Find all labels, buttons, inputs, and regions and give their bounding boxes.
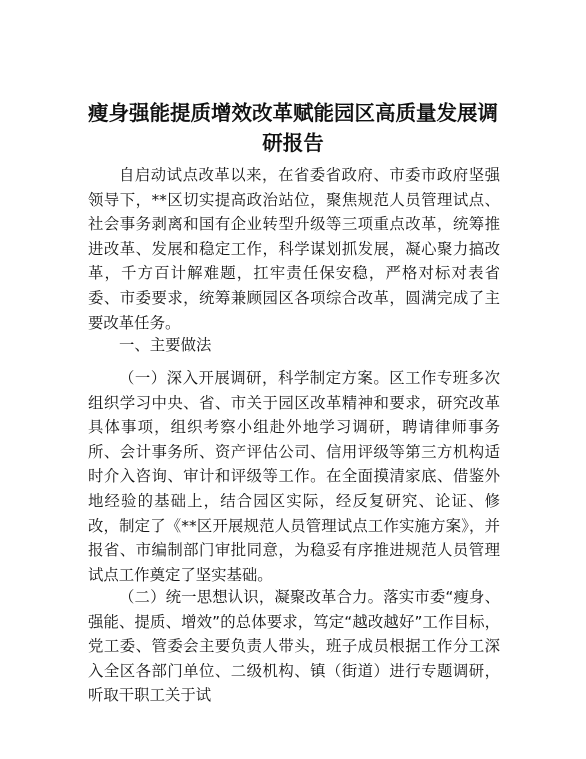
document-title: 瘦身强能提质增效改革赋能园区高质量发展调研报告 <box>88 101 498 155</box>
practice-paragraph-1: （一）深入开展调研，科学制定方案。区工作专班多次组织学习中央、省、市关于园区改革精神和要求，研究改革具体事项，组织考察小组赴外地学习调研，聘请律师事务所、会计事务所、资产评估公司、信用评级等第三方机构适时介入咨询、审计和评级等工作。在全面摸清家底、借鉴外地经验的基础上，结合园区实际，经反复研究、论证、修改，制定了《**区开展规范人员管理试点工作实施方案》，并报省、市编制部门审批同意，为稳妥有序推进规范人员管理试点工作奠定了坚实基础。 <box>88 369 500 584</box>
practice-paragraph-2: （二）统一思想认识，凝聚改革合力。落实市委“瘦身、强能、提质、增效”的总体要求，笃定“越改越好”工作目标，党工委、管委会主要负责人带头，班子成员根据工作分工深入全区各部门单位、二级机构、镇（街道）进行专题调研，听取干职工关于试 <box>88 588 500 705</box>
section-heading-main-practices: 一、主要做法 <box>119 336 212 354</box>
intro-paragraph: 自启动试点改革以来，在省委省政府、市委市政府坚强领导下，**区切实提高政治站位，聚焦规范人员管理试点、社会事务剥离和国有企业转型升级等三项重点改革，统筹推进改革、发展和稳定工作，科学谋划抓发展，凝心聚力搞改革，千方百计解难题，扛牢责任保安稳，严格对标对表省委、市委要求，统筹兼顾园区各项综合改革，圆满完成了主要改革任务。 <box>88 166 500 332</box>
